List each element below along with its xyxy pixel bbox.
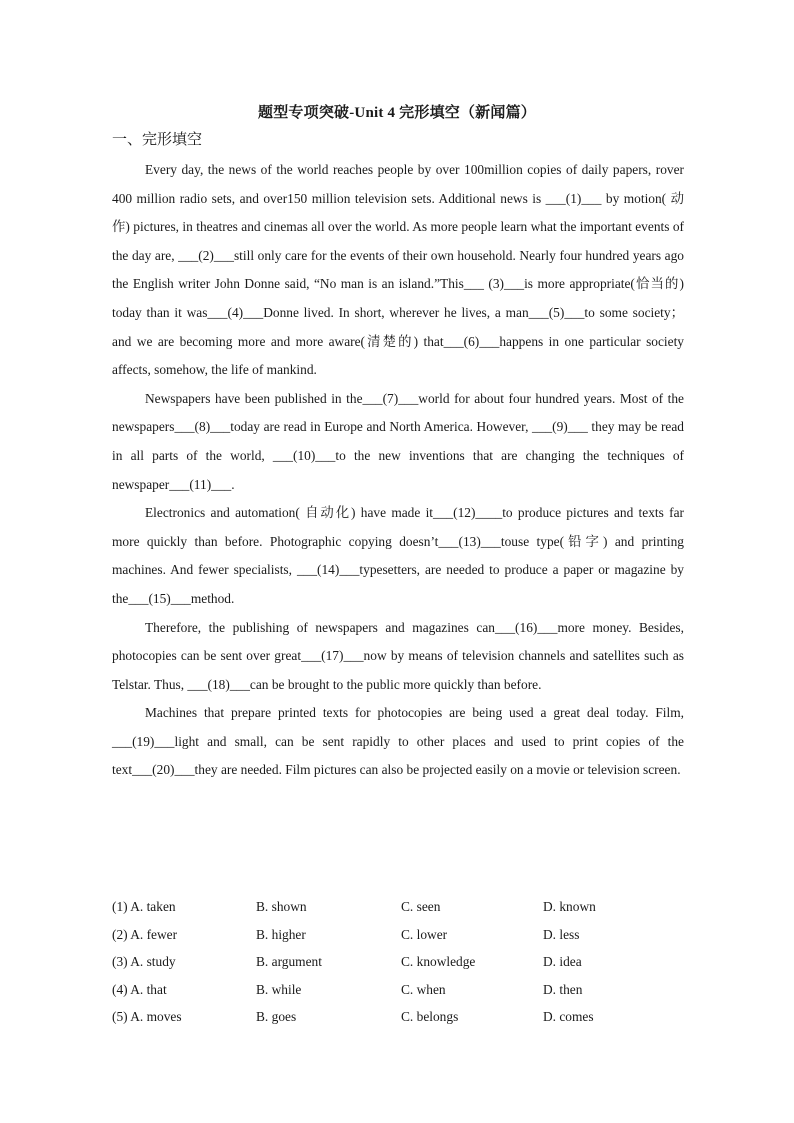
option-d: D. less	[543, 926, 580, 942]
paragraph-1	[112, 156, 684, 385]
section-heading: 一、完形填空	[112, 132, 203, 148]
option-row	[112, 948, 692, 976]
option-b: B. argument	[256, 954, 322, 970]
option-d: D. idea	[543, 954, 582, 970]
paragraph-text: Electronics and automation( 自动化) have made it___(12)____to produce pictures and texts far more quickly than before. Photographic copying doesn’t___(13)___touse type(铅字) and printing machines. And fewer specialists, ___(14)___typesetters, are needed to produce a paper or magazine by the___(15)___method.	[112, 505, 684, 606]
option-b: B. while	[256, 981, 302, 997]
option-row	[112, 921, 692, 949]
option-row	[112, 976, 692, 1004]
option-a: (2) A. fewer	[112, 926, 178, 942]
option-row	[112, 893, 692, 921]
paragraph-5	[112, 699, 684, 785]
option-a: (4) A. that	[112, 981, 167, 997]
paragraph-4	[112, 614, 684, 700]
passage	[112, 156, 684, 785]
paragraph-text: Therefore, the publishing of newspapers and magazines can___(16)___more money. Besides, photocopies can be sent over great___(17)___now by means of television channels and satellites such as Telstar. Thus, ___(18)___can be brought to the public more quickly than before.	[112, 619, 684, 692]
paragraph-2	[112, 385, 684, 499]
option-row	[112, 1003, 692, 1031]
option-c: C. when	[401, 981, 446, 997]
option-c: C. seen	[401, 899, 441, 914]
option-a: (1) A. taken	[112, 899, 176, 914]
option-d: D. known	[543, 899, 596, 914]
option-c: C. lower	[401, 926, 448, 942]
answer-options	[112, 893, 692, 1031]
paragraph-text: Every day, the news of the world reaches people by over 100million copies of daily papers, rover 400 million radio sets, and over150 million television sets. Additional news is ___(1)___ by motion( 动作) pictures, in theatres and cinemas all over the world. As more people learn what the important events of the day are, ___(2)___still only care for the events of their own household. Nearly four hundred years ago the English writer John Donne said, “No man is an island.”This___ (3)___is more appropriate(恰当的) today than it was___(4)___Donne lived. In short, wherever he lives, a man___(5)___to some society；and we are becoming more and more aware(清楚的) that___(6)___happens in one particular society affects, somehow, the life of mankind.	[112, 162, 684, 378]
option-c: C. belongs	[401, 1009, 459, 1025]
option-b: B. goes	[256, 1009, 297, 1025]
option-b: B. shown	[256, 899, 307, 914]
paragraph-text: Newspapers have been published in the___(7)___world for about four hundred years. Most of the newspapers___(8)___today are read in Europe and North America. However, ___(9)___ they may be read in all parts of the world, ___(10)___to the new inventions that are changing the techniques of newspaper___(11)___.	[112, 390, 684, 492]
document-title: 题型专项突破-Unit 4 完形填空（新闻篇）	[258, 105, 536, 121]
option-b: B. higher	[256, 926, 306, 942]
option-c: C. knowledge	[401, 954, 476, 970]
paragraph-text: Machines that prepare printed texts for photocopies are being used a great deal today. Film, ___(19)___light and small, can be sent rapidly to other places and used to print copies of the text___(20)___they are needed. Film pictures can also be projected easily on a movie or television screen.	[112, 705, 684, 778]
paragraph-3	[112, 499, 684, 613]
option-d: D. comes	[543, 1009, 594, 1025]
option-d: D. then	[543, 981, 583, 997]
option-a: (5) A. moves	[112, 1009, 182, 1025]
option-a: (3) A. study	[112, 954, 176, 970]
